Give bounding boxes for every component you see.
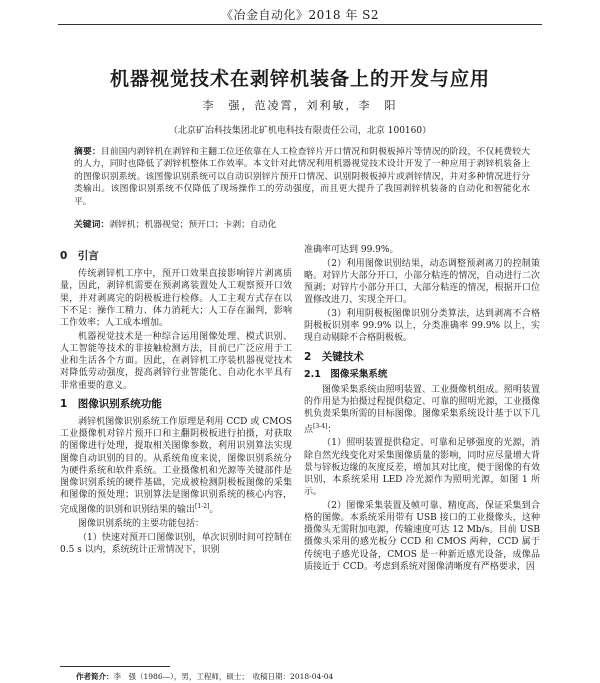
author-list: 李 强，范凌霄，刘利敏，李 阳 — [202, 99, 398, 112]
paragraph: （2）图像采集装置及帧可靠、精度高，保证采集到合格的图像。本系统采用带有 USB 接口的工业摄像头，这种摄像头无需附加电源，传输速度可达 12 Mb/s。目前 USB 摄像头采用的感光板分 CCD 和 CMOS 两种，CCD 属于传统电子感光设备，CMOS 是一种新近感光设备，成像品质接近于 CCD。考虑到系统对图像清晰度有严格要求，因 — [304, 500, 540, 572]
left-column — [60, 244, 292, 558]
paragraph-text: 图像采集系统由照明装置、工业摄像机组成。照明装置的作用是为拍摄过程提供稳定、可靠的照明光源，工业摄像机负责采集所需的目标图像。图像采集系统设计基于以下几点 — [304, 385, 540, 435]
paragraph — [304, 384, 540, 436]
citation: [1-2] — [195, 503, 210, 511]
keywords — [74, 217, 530, 230]
abstract-label: 摘要： — [74, 147, 101, 157]
abstract-text: 目前国内剥锌机在剥锌和主翻工位还依靠在人工检查锌片开口情况和阴极板掉片等情况的阶段，不仅耗费较大的人力，同时也降低了剥锌机整体工作效率。本文针对此情况利用机器视觉技术设计开发了一种应用于剥锌机装备上的图像识别系统。该图像识别系统可以自动识别锌片预开口情况、识别阴极板掉片或剥锌情况，并对多种情况进行分类输出。该图像识别系统不仅降低了现场操作工的劳动强度，而且更大提升了我国剥锌机装备的自动化和智能化水平。 — [74, 147, 530, 207]
footnote-rule — [60, 666, 170, 667]
paragraph: 图像识别系统的主要功能包括： — [78, 519, 205, 530]
footnote-label: 作者简介： — [76, 672, 114, 681]
section-heading-function: 1 图像识别系统功能 — [60, 397, 162, 410]
paragraph: 准确率可达到 99.9%。 — [304, 245, 399, 255]
running-header: 《冶金自动化》2018 年 S2 — [220, 8, 380, 22]
paragraph: （1）快速对预开口图像识别，单次识别时间可控制在 0.5 s 以内，系统统计正常情况下，识别 — [60, 532, 292, 555]
citation: [3-4] — [313, 422, 328, 430]
paragraph: （1）照明装置提供稳定、可靠和足够强度的光源，消除自然光线变化对采集图像质量的影响，同时应尽量增大背景与锌板边缘的灰度反差，增加其对比度，便于图像的有效识别，本系统采用 LED 冷光源作为照明光源，如图 1 所示。 — [304, 438, 540, 498]
footnote-text: 李 强（1986—），男，工程师，硕士； 收稿日期：2018-04-04 — [113, 672, 334, 681]
paragraph: （2）利用图像识别结果，动态调整预剥离刀的控制策略。对锌片大部分开口，小部分粘连的情况，自动进行二次预剥；对锌片小部分开口，大部分粘连的情况，根据开口位置修改进刀、实现全开口。 — [304, 258, 540, 306]
section-heading-intro: 0 引言 — [60, 250, 99, 262]
paragraph: 传统剥锌机工序中，预开口效果直接影响锌片剥离质量，因此，剥锌机需要在预剥离装置处人工观察预开口效果，并对剥离完的阴极板进行检修。人工主观方式存在以下不足：操作工精力、体力消耗大；人工存在漏判，影响工作效率；人工成本增加。 — [60, 269, 292, 329]
paragraph-end: ： — [327, 424, 337, 435]
header-rule — [58, 24, 542, 25]
keywords-label: 关键词： — [74, 220, 110, 230]
footnote — [76, 671, 333, 682]
paragraph-end: 。 — [209, 505, 219, 516]
affiliation: （北京矿冶科技集团北矿机电科技有限责任公司，北京 100160） — [168, 126, 432, 136]
paragraph: 机器视觉技术是一种综合运用图像处理、模式识别、人工智能等技术的非接触检测方法，目前已广泛应用于工业和生活各个方面。因此，在剥锌机工序装机器视觉技术对降低劳动强度，提高剥锌行业智能化、自动化水平具有非常重要的意义。 — [60, 331, 292, 391]
section-heading-key-tech: 2 关键技术 — [304, 350, 364, 363]
paragraph — [60, 416, 292, 517]
keywords-text: 剥锌机；机器视觉；预开口；卡剥；自动化 — [109, 220, 277, 230]
paragraph: （3）利用阴极板图像识别分类算法，达到剥离不合格阴极板识别率 99.9% 以上，分类准确率 99.9% 以上，实现自动剔除不合格阴极板。 — [304, 309, 540, 344]
paper-title: 机器视觉技术在剥锌机装备上的开发与应用 — [109, 68, 490, 90]
abstract — [74, 146, 530, 208]
right-column — [304, 244, 540, 575]
subsection-heading-acquisition: 2.1 图像采集系统 — [304, 368, 388, 380]
paragraph-text: 剥锌机图像识别系统工作原理是利用 CCD 或 CMOS 工业摄像机对锌片预开口和主翻阴极板进行拍摄，对获取的图像进行处理，提取相关图像参数，利用识别算法实现图像自动识别的目的。从系统角度来说，图像识别系统分为硬件系统和软件系统。工业摄像机和光源等关键部件是图像识别系统的硬件基础，完成被检测阴极板图像的采集和图像的预处理；识别算法是图像识别系统的核心内容，完成图像的识别和识别结果的输出 — [60, 416, 292, 516]
